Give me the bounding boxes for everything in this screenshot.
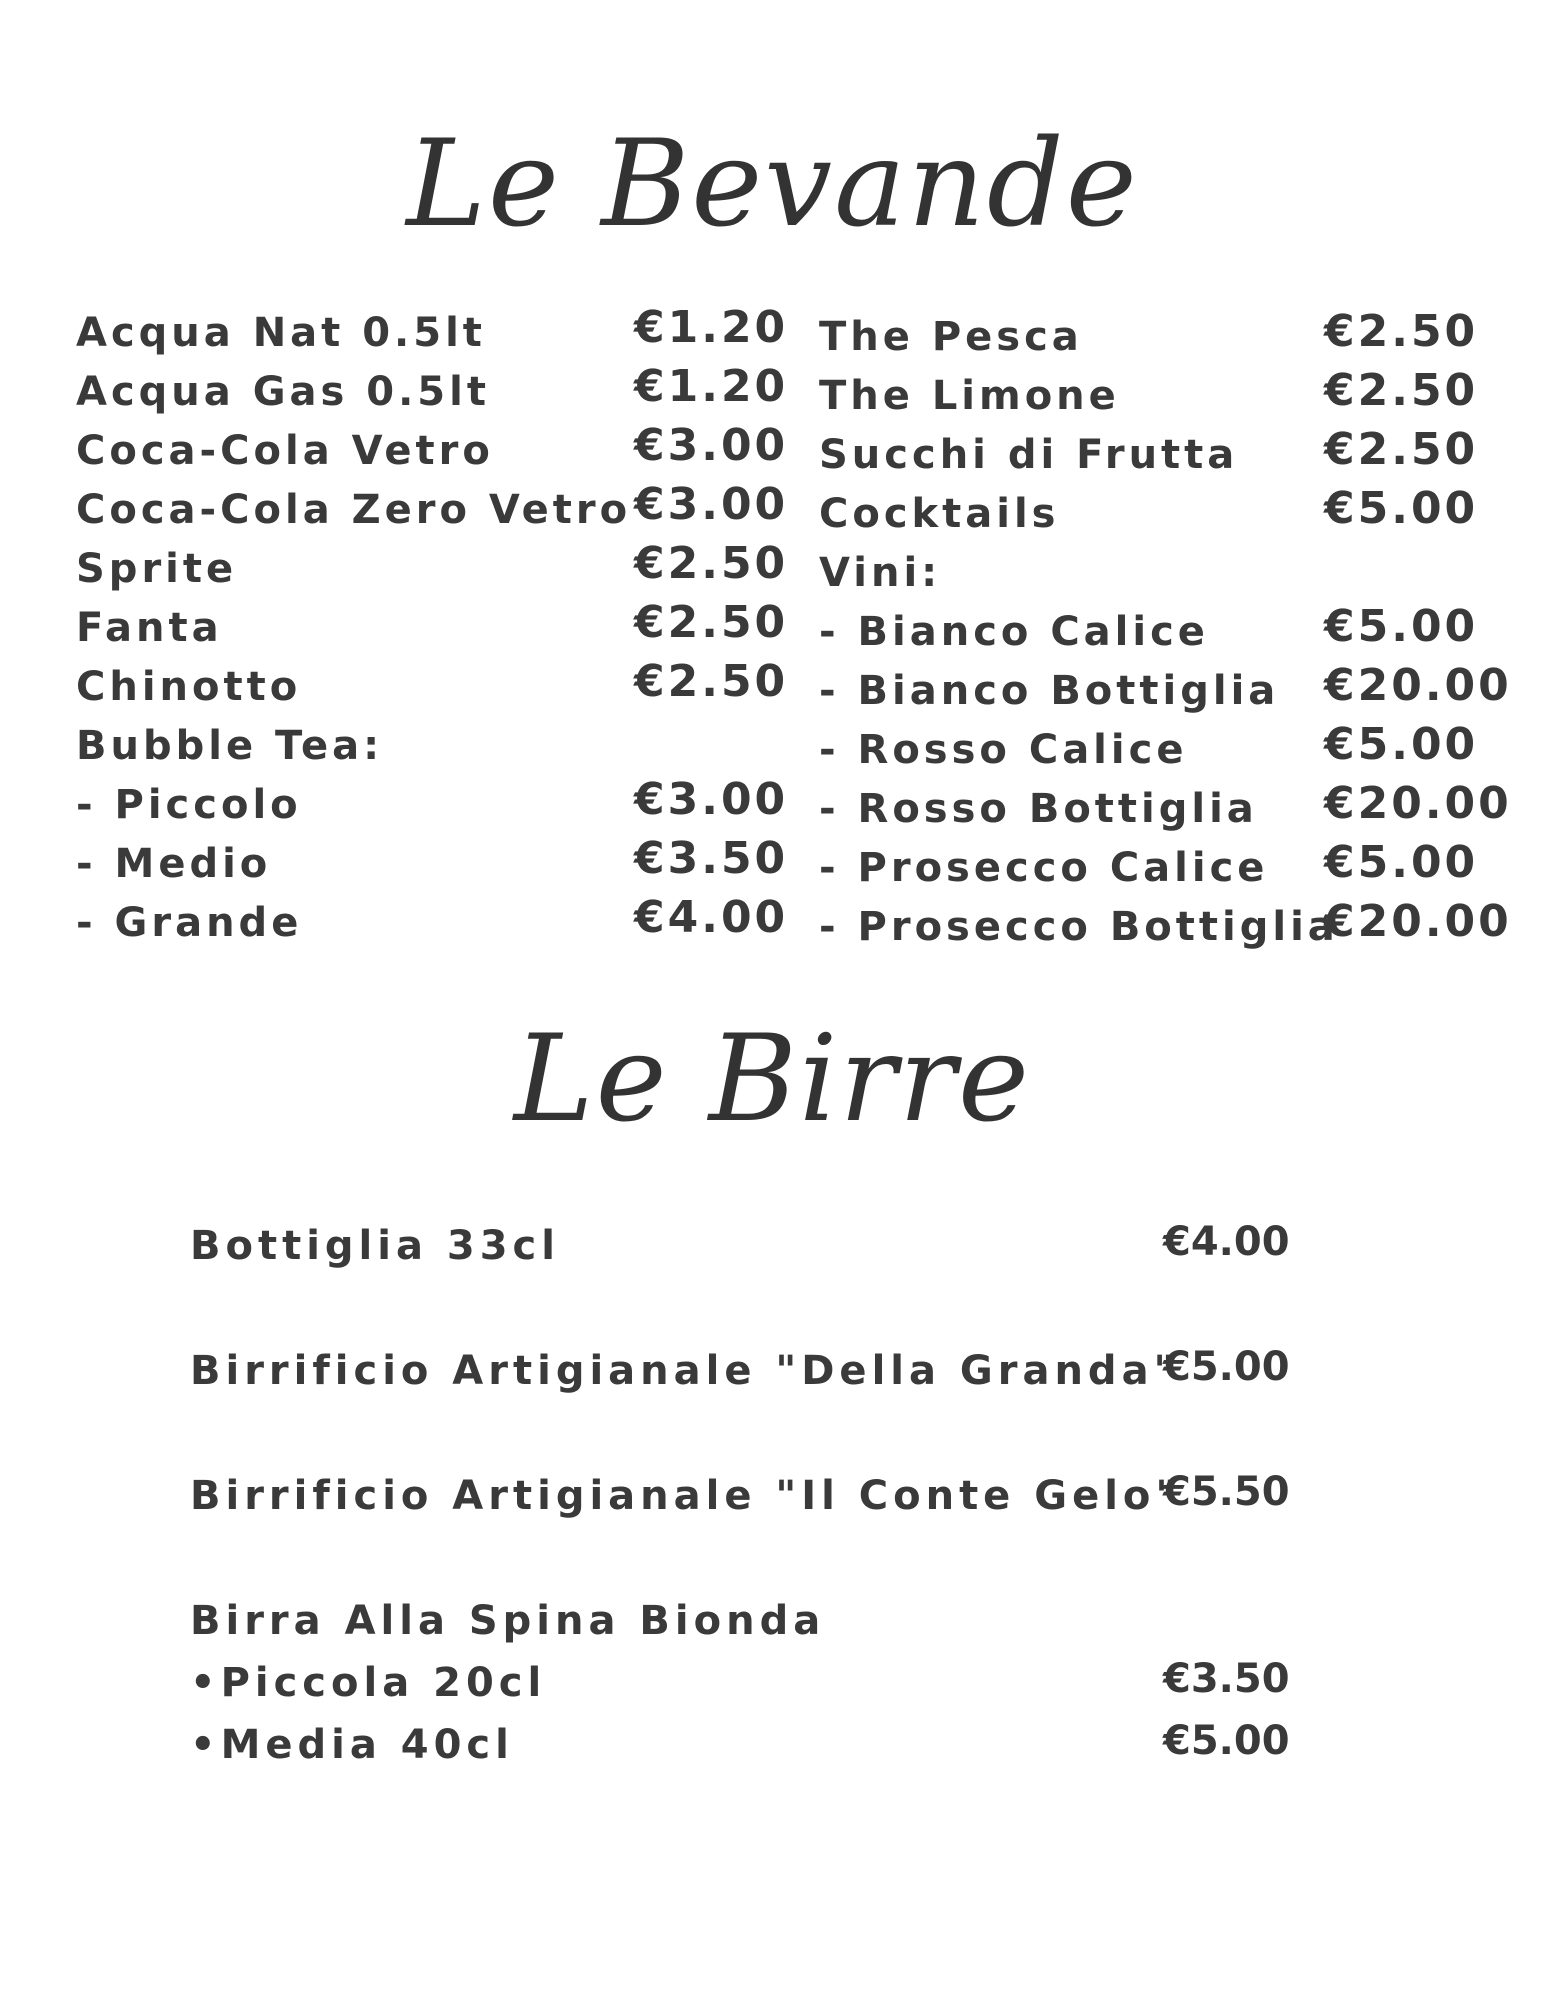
item-name: Acqua Gas 0.5lt	[76, 369, 490, 415]
item-name: •Media 40cl	[190, 1722, 514, 1768]
item-price: €2.50	[1324, 365, 1479, 416]
menu-item	[819, 308, 1539, 367]
item-price: €4.00	[1163, 1219, 1290, 1265]
item-price: €3.00	[634, 479, 789, 530]
item-name: Coca-Cola Vetro	[76, 428, 494, 474]
menu-item	[819, 485, 1539, 544]
item-name: Cocktails	[819, 491, 1060, 537]
item-price: €2.50	[1324, 306, 1479, 357]
birre-title: Le Birre	[513, 1010, 1032, 1149]
spacer	[190, 1527, 1390, 1590]
item-price: €3.50	[634, 833, 789, 884]
item-name: Sprite	[76, 546, 238, 592]
menu-item	[190, 1340, 1390, 1402]
item-price: €5.00	[1324, 719, 1479, 770]
item-name: The Pesca	[819, 314, 1083, 360]
bevande-title: Le Bevande	[406, 115, 1139, 254]
menu-section-header	[76, 717, 776, 776]
spacer	[190, 1402, 1390, 1465]
item-name: Chinotto	[76, 664, 302, 710]
item-price: €3.00	[634, 774, 789, 825]
item-name: - Medio	[76, 841, 272, 887]
item-price: €2.50	[1324, 424, 1479, 475]
item-name: - Bianco Calice	[819, 609, 1209, 655]
item-name: Bubble Tea:	[76, 723, 384, 769]
item-price: €20.00	[1324, 660, 1512, 711]
item-price: €2.50	[634, 538, 789, 589]
menu-item	[76, 833, 789, 894]
item-name: The Limone	[819, 373, 1120, 419]
menu-item	[819, 426, 1539, 485]
menu-item	[819, 898, 1539, 957]
menu-item	[819, 662, 1539, 721]
item-name: •Piccola 20cl	[190, 1660, 547, 1706]
item-name: Coca-Cola Zero Vetro	[76, 487, 632, 533]
item-price: €5.00	[1324, 483, 1479, 534]
menu-item	[76, 479, 789, 540]
item-price: €20.00	[1324, 896, 1512, 947]
item-name: Birrificio Artigianale "Il Conte Gelo"	[190, 1473, 1182, 1519]
item-price: €5.00	[1163, 1718, 1290, 1764]
menu-item	[819, 721, 1539, 780]
item-price: €5.00	[1163, 1344, 1290, 1390]
menu-item	[76, 892, 789, 953]
bevande-right-column	[819, 308, 1539, 957]
item-name: - Bianco Bottiglia	[819, 668, 1280, 714]
item-price: €1.20	[634, 302, 789, 353]
item-name: - Piccolo	[76, 782, 302, 828]
birre-list	[190, 1215, 1390, 1776]
menu-item	[76, 302, 789, 363]
menu-item	[190, 1714, 1390, 1776]
menu-section-header	[190, 1590, 1390, 1652]
bevande-left-column	[76, 302, 789, 953]
menu-item	[76, 361, 789, 422]
item-name: Birrificio Artigianale "Della Granda"	[190, 1348, 1180, 1394]
item-name: - Grande	[76, 900, 303, 946]
item-price: €4.00	[634, 892, 789, 943]
item-price: €1.20	[634, 361, 789, 412]
menu-item	[190, 1215, 1390, 1277]
menu-item	[190, 1652, 1390, 1714]
item-name: - Rosso Bottiglia	[819, 786, 1258, 832]
item-price: €5.50	[1163, 1469, 1290, 1515]
menu-item	[76, 538, 789, 599]
item-price: €2.50	[634, 597, 789, 648]
item-name: Succhi di Frutta	[819, 432, 1239, 478]
item-name: - Rosso Calice	[819, 727, 1188, 773]
item-name: - Prosecco Calice	[819, 845, 1269, 891]
item-price: €20.00	[1324, 778, 1512, 829]
menu-section-header	[819, 544, 1539, 603]
item-name: - Prosecco Bottiglia	[819, 904, 1339, 950]
item-name: Acqua Nat 0.5lt	[76, 310, 486, 356]
menu-item	[76, 774, 789, 835]
item-name: Fanta	[76, 605, 223, 651]
item-name: Bottiglia 33cl	[190, 1223, 560, 1269]
item-price: €2.50	[634, 656, 789, 707]
menu-item	[76, 420, 789, 481]
item-price: €3.50	[1163, 1656, 1290, 1702]
item-name: Vini:	[819, 550, 942, 596]
menu-item	[76, 597, 789, 658]
item-price: €5.00	[1324, 837, 1479, 888]
spacer	[190, 1277, 1390, 1340]
menu-item	[819, 367, 1539, 426]
menu-item	[819, 780, 1539, 839]
menu-item	[819, 839, 1539, 898]
menu-item	[190, 1465, 1390, 1527]
menu-item	[819, 603, 1539, 662]
item-name: Birra Alla Spina Bionda	[190, 1598, 826, 1644]
menu-item	[76, 656, 789, 717]
item-price: €5.00	[1324, 601, 1479, 652]
item-price: €3.00	[634, 420, 789, 471]
